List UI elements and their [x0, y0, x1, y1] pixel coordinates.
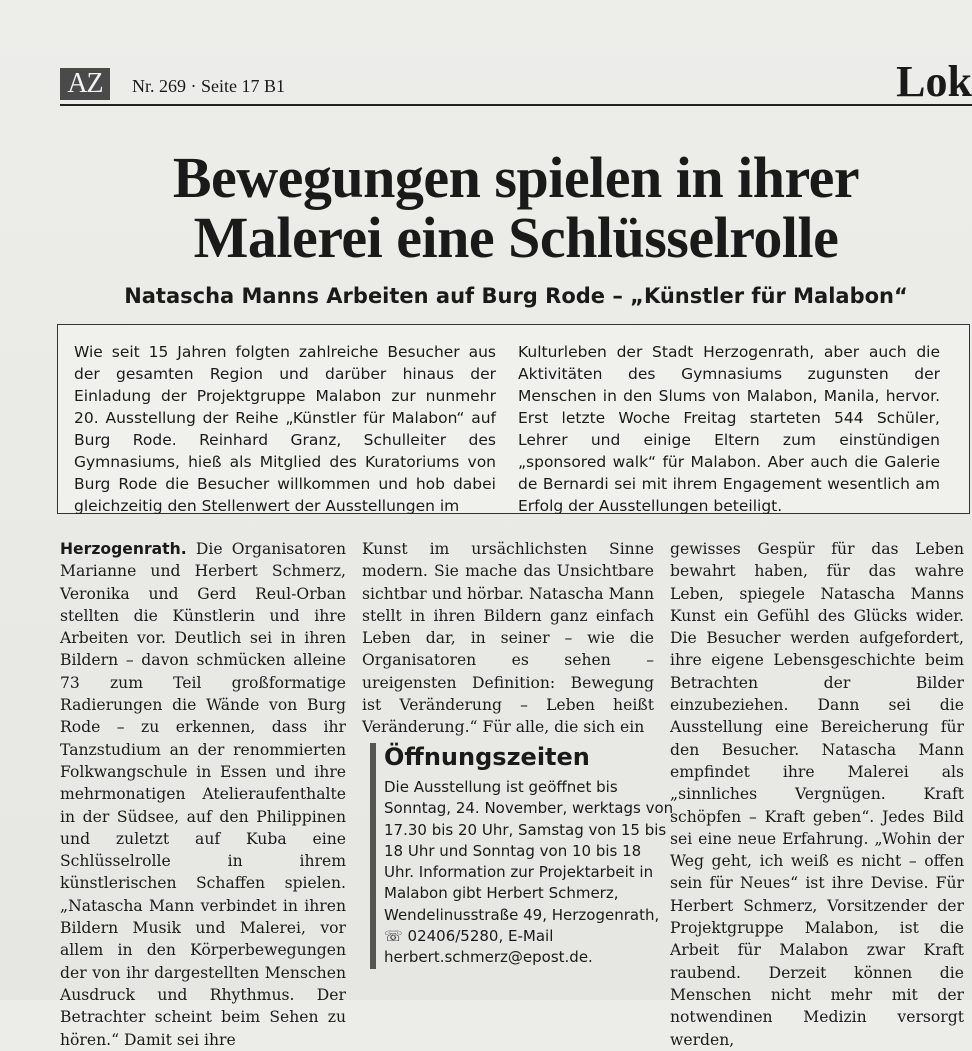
body-column-1 [60, 538, 346, 1051]
body-column-2: Kunst im ursächlichsten Sinne modern. Sie mache das Unsichtbare sichtbar und hörbar. Natascha Mann stellt in ihren Bildern ganz einfach Leben dar, in seiner – wie die Organisatoren es sehen – ureigensten Definition: Bewegung ist Veränderung – Leben heißt Veränderung.“ Für alle, die sich ein [362, 540, 654, 737]
intro-column-2: Kulturleben der Stadt Herzogenrath, aber auch die Aktivitäten des Gymnasiums zugunsten der Menschen in den Slums von Malabon, Manila, hervor. Erst letzte Woche Freitag starteten 544 Schüler, Lehrer und einige Eltern zum einstündigen „sponsored walk“ für Malabon. Aber auch die Galerie de Bernardi sei mit ihrem Engagement wesentlich am Erfolg der Ausstellungen beteiligt. [518, 343, 940, 515]
opening-hours-title: Öffnungszeiten [384, 743, 590, 771]
issue-info: Nr. 269 · Seite 17 B1 [132, 76, 285, 96]
masthead [60, 57, 972, 106]
dateline: Herzogenrath. [60, 540, 187, 558]
headline-line-2: Malerei eine Schlüsselrolle [193, 205, 839, 270]
opening-hours-text: Die Ausstellung ist geöffnet bis Sonntag, 24. November, werktags von 17.30 bis 20 Uhr, Samstag von 15 bis 18 Uhr und Sonntag von 10 bis 18 Uhr. Information zur Projektarbeit in Malabon gibt Herbert Schmerz, Wendelinusstraße 49, Herzogenrath, ☏ 02406/5280, E-Mail herbert.schmerz@epost.de. [384, 778, 674, 967]
body-column-3: gewisses Gespür für das Leben bewahrt haben, für das wahre Leben, spiegele Natascha Manns Kunst ein Gefühl des Glücks wider. Die Besucher werden aufgefordert, ihre eigene Lebensgeschichte beim Betrachten der Bilder einzubeziehen. Dann sei die Ausstellung eine Bereicherung für den Besucher. Natascha Mann empfindet ihre Malerei als „sinnliches Vergnügen. Kraft schöpfen – Kraft geben“. Jedes Bild sei eine neue Erfahrung. „Wohin der Weg geht, ich weiß es nicht – offen sein für Neues“ ist ihre Devise. Für Herbert Schmerz, Vorsitzender der Projektgruppe Malabon, ist die Arbeit für Malabon zwar Kraft raubend. Derzeit können die Menschen nicht mehr mit der notwendinen Medizin versorgt werden, [670, 540, 964, 1049]
headline [60, 145, 972, 270]
newspaper-logo: AZ [60, 68, 110, 100]
headline-line-1: Bewegungen spielen in ihrer [172, 145, 860, 210]
intro-column-1: Wie seit 15 Jahren folgten zahlreiche Besucher aus der gesamten Region und darüber hinaus der Einladung der Projektgruppe Malabon zur nunmehr 20. Ausstellung der Reihe „Künstler für Malabon“ auf Burg Rode. Reinhard Granz, Schulleiter des Gymnasiums, hieß als Mitglied des Kuratoriums von Burg Rode die Besucher willkommen und hob dabei gleichzeitig den Stellenwert der Ausstellungen im [74, 343, 496, 515]
intro-box [57, 324, 970, 514]
opening-hours-box [370, 743, 674, 969]
section-title: Lok [896, 57, 972, 106]
subheadline: Natascha Manns Arbeiten auf Burg Rode – „Künstler für Malabon“ [124, 284, 908, 308]
body-text-1: Die Organisatoren Marianne und Herbert Schmerz, Veronika und Gerd Reul-Orban stellten die Künstlerin und ihre Arbeiten vor. Deutlich sei in ihren Bildern – davon schmücken alleine 73 zum Teil großformatige Radierungen die Wände von Burg Rode – zu erkennen, dass ihr Tanzstudium an der renommierten Folkwangschule in Essen und ihre mehrmonatigen Atelieraufenthalte in der Südsee, auf den Philippinen und zuletzt auf Kuba eine Schlüsselrolle in ihrem künstlerischen Schaffen spielen. „Natascha Mann verbindet in ihren Bildern Musik und Malerei, vor allem in den Körperbewegungen der von ihr dargestellten Menschen Ausdruck und Rhythmus. Der Betrachter scheint beim Sehen zu hören.“ Damit sei ihre [60, 540, 346, 1049]
